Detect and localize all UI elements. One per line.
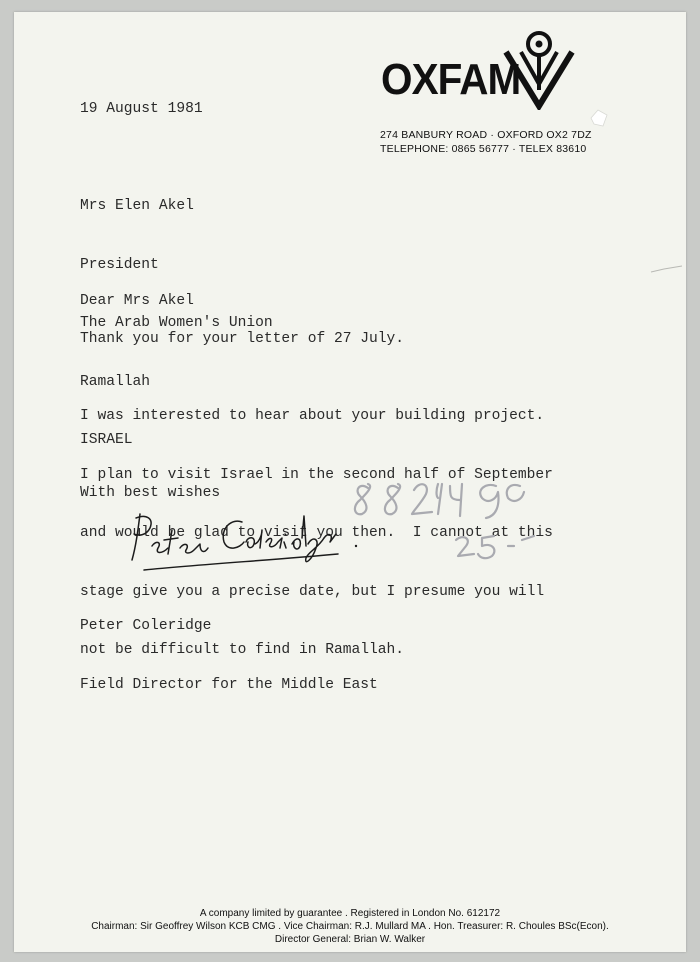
recipient-country: ISRAEL xyxy=(80,432,133,448)
oxfam-logo-wordmark: OXFAM xyxy=(381,55,521,104)
footer-officers: Chairman: Sir Geoffrey Wilson KCB CMG . Vice Chairman: R.J. Mullard MA . Hon. Treasurer: R. Choules BSc(Econ). xyxy=(91,921,609,932)
paragraph-2-line: I was interested to hear about your building project. xyxy=(80,408,545,424)
letterhead-address: 274 BANBURY ROAD · OXFORD OX2 7DZ xyxy=(380,129,592,141)
paper-damage-mark xyxy=(588,108,610,128)
oxfam-logo-icon xyxy=(502,28,576,110)
paragraph-2-line: not be difficult to find in Ramallah. xyxy=(80,642,405,658)
letter-page xyxy=(14,12,686,952)
handwritten-signature xyxy=(124,508,364,578)
closing: With best wishes xyxy=(80,485,221,501)
footer-registration: A company limited by guarantee . Registered in London No. 612172 xyxy=(199,908,501,919)
paragraph-2-line: stage give you a precise date, but I presume you will xyxy=(80,583,545,600)
sender-name: Peter Coleridge xyxy=(80,618,212,634)
recipient-title: President xyxy=(80,256,159,273)
letterhead-footer xyxy=(14,907,686,946)
recipient-organization: The Arab Women's Union xyxy=(80,315,273,331)
sender-title: Field Director for the Middle East xyxy=(80,676,378,693)
letter-date: 19 August 1981 xyxy=(80,101,203,117)
paper-scratch-mark xyxy=(650,264,684,274)
letterhead-contact: TELEPHONE: 0865 56777 · TELEX 83610 xyxy=(380,143,587,155)
footer-director: Director General: Brian W. Walker xyxy=(274,934,426,945)
paragraph-2-line: I plan to visit Israel in the second half of September xyxy=(80,466,553,483)
sender-block xyxy=(80,578,378,734)
recipient-city: Ramallah xyxy=(80,373,151,390)
recipient-name: Mrs Elen Akel xyxy=(80,198,194,214)
pencil-annotation xyxy=(346,470,546,580)
paragraph-2-line: and would be glad to visit you then. I cannot at this xyxy=(80,525,553,541)
salutation: Dear Mrs Akel xyxy=(80,293,194,309)
paragraph-1: Thank you for your letter of 27 July. xyxy=(80,331,405,347)
letterhead-address-block xyxy=(380,128,592,156)
